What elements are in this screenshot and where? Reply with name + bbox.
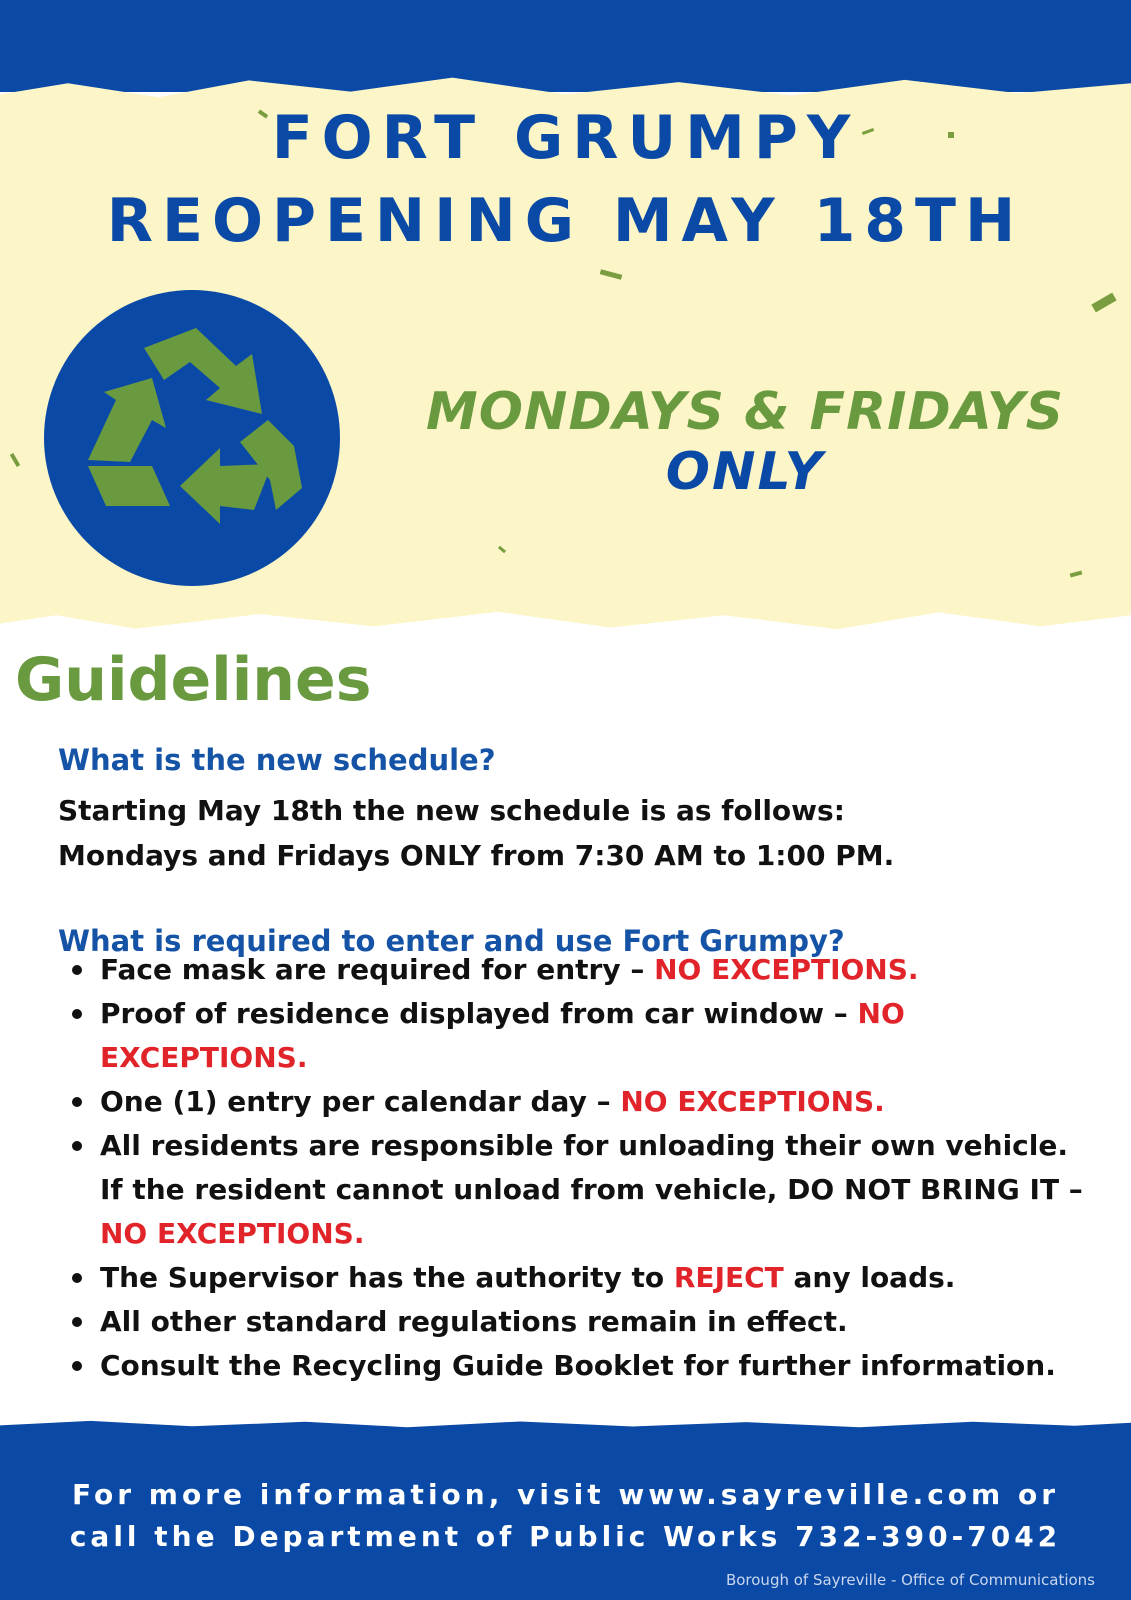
rule-text: Face mask are required for entry – <box>100 953 655 986</box>
footer-line-2: call the Department of Public Works 732-390-7042 <box>69 1520 1062 1553</box>
rule-text: Proof of residence displayed from car window – <box>100 997 858 1030</box>
rule-text: All residents are responsible for unloading their own vehicle. If the resident cannot unload from vehicle, DO NOT BRING IT – <box>100 1129 1083 1206</box>
rule-highlight: NO EXCEPTIONS. <box>100 997 905 1074</box>
schedule-banner <box>395 382 1095 502</box>
top-banner <box>0 0 1131 92</box>
schedule-answer <box>58 788 894 878</box>
question-schedule: What is the new schedule? <box>58 743 496 777</box>
bullet <box>72 1141 82 1151</box>
list-item <box>58 1124 1098 1256</box>
list-item <box>58 948 1098 992</box>
footer-credit: Borough of Sayreville - Office of Communications <box>725 1571 1095 1589</box>
list-item <box>58 1300 1098 1344</box>
bullet <box>72 1097 82 1107</box>
answer-line-2: Mondays and Fridays ONLY from 7:30 AM to 1:00 PM. <box>58 839 895 872</box>
title-line-1: FORT GRUMPY <box>271 103 860 173</box>
rule-text: The Supervisor has the authority to <box>100 1261 674 1294</box>
footer-line-1: For more information, visit www.sayreville.com or <box>71 1478 1060 1511</box>
schedule-only: ONLY <box>665 442 825 502</box>
bullet <box>72 1009 82 1019</box>
bullet <box>72 1361 82 1371</box>
rule-text: One (1) entry per calendar day – <box>100 1085 621 1118</box>
bullet <box>72 1273 82 1283</box>
list-item <box>58 992 1098 1080</box>
rule-highlight: REJECT <box>673 1261 784 1294</box>
rule-text: All other standard regulations remain in effect. <box>100 1305 848 1338</box>
question-requirements: What is required to enter and use Fort Grumpy? <box>58 924 845 958</box>
title-line-2: REOPENING MAY 18TH <box>106 186 1025 256</box>
guidelines-heading: Guidelines <box>15 645 372 715</box>
recycle-icon <box>40 288 344 592</box>
rule-highlight: NO EXCEPTIONS. <box>620 1085 885 1118</box>
answer-line-1: Starting May 18th the new schedule is as follows: <box>58 794 845 827</box>
rule-highlight: NO EXCEPTIONS. <box>100 1217 365 1250</box>
rule-highlight: NO EXCEPTIONS. <box>654 953 919 986</box>
bullet <box>72 965 82 975</box>
list-item <box>58 1256 1098 1300</box>
bullet <box>72 1317 82 1327</box>
rules-list <box>58 948 1098 1388</box>
list-item <box>58 1344 1098 1388</box>
list-item <box>58 1080 1098 1124</box>
rule-text: Consult the Recycling Guide Booklet for further information. <box>100 1349 1056 1382</box>
rule-text-after: any loads. <box>783 1261 956 1294</box>
schedule-days: MONDAYS & FRIDAYS <box>425 382 1065 442</box>
